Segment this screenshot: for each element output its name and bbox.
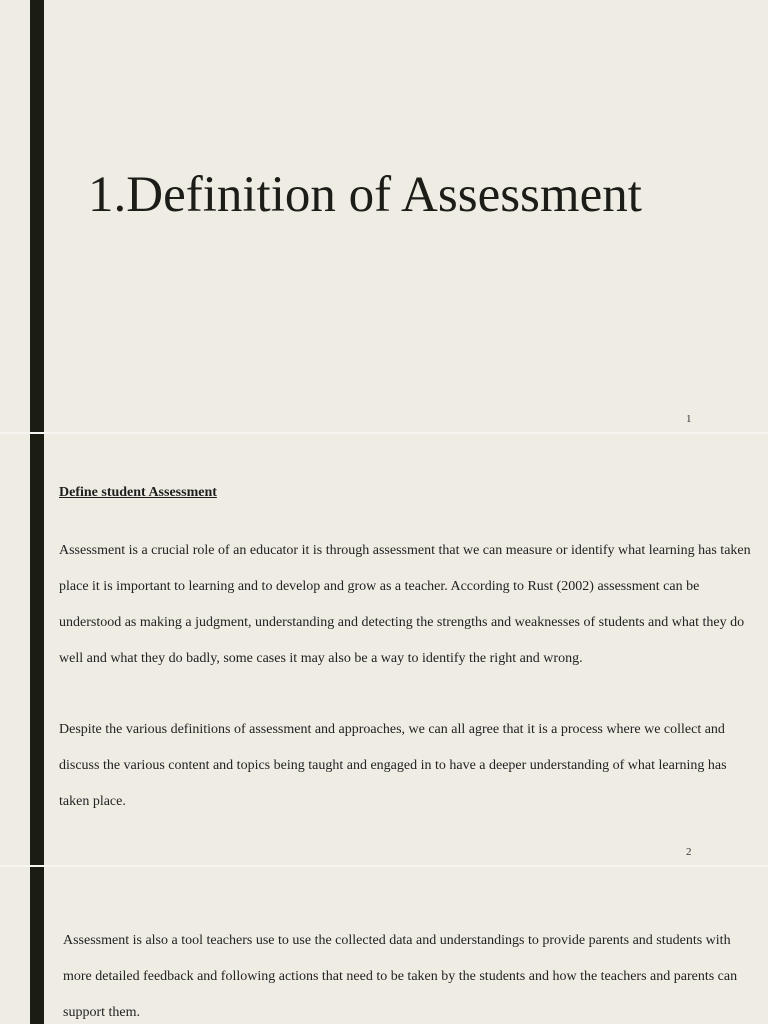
section-heading: Define student Assessment (59, 485, 217, 500)
page-number: 1 (686, 413, 692, 425)
slide-3 (0, 867, 768, 1024)
paragraph: Despite the various definitions of assessment and approaches, we can all agree that it is a process where we collect and discuss the various content and topics being taught and engaged in to have a deeper understanding of what learning has taken place. (59, 722, 727, 809)
page-number: 2 (686, 846, 692, 858)
slide-title: 1.Definition of Assessment (88, 167, 642, 223)
paragraph: Assessment is also a tool teachers use to use the collected data and understandings to provide parents and students with more detailed feedback and following actions that need to be taken by the students and how the teachers and parents can support them. (63, 933, 738, 1020)
accent-bar (30, 867, 44, 1024)
accent-bar (30, 434, 44, 866)
accent-bar (30, 0, 44, 433)
paragraph: Assessment is a crucial role of an educator it is through assessment that we can measure or identify what learning has taken place it is important to learning and to develop and grow as a teacher. According to Rust (2002) assessment can be understood as making a judgment, understanding and detecting the strengths and weaknesses of students and what they do well and what they do badly, some cases it may also be a way to identify the right and wrong. (59, 543, 751, 666)
slide-1 (0, 0, 768, 433)
slide-2 (0, 434, 768, 866)
